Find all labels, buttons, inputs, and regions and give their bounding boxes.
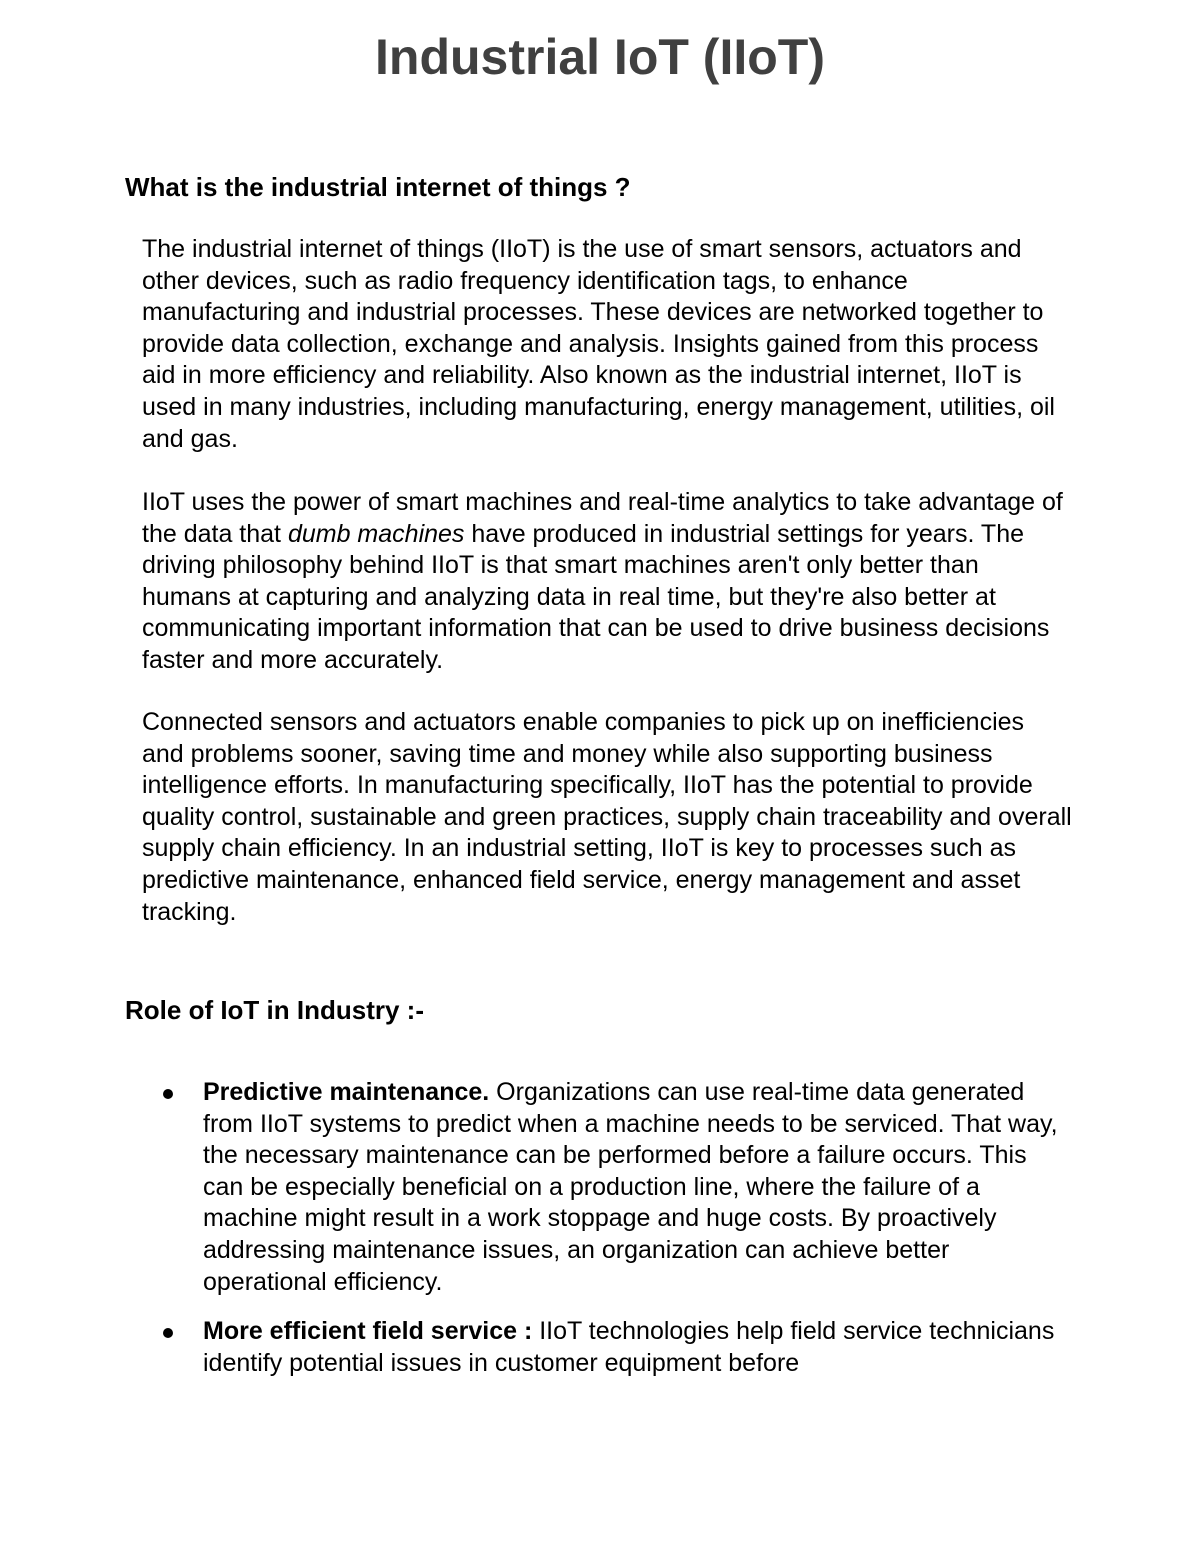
bullet-body: Organizations can use real-time data generated from IIoT systems to predict when a machine needs to be serviced. That way, the necessary maintenance can be performed before a failure occurs. This can be especially beneficial on a production line, where the failure of a machine might result in a work stoppage and huge costs. By proactively addressing maintenance issues, an organization can achieve better operational efficiency. bbox=[203, 1078, 1058, 1296]
paragraph-smart-machines bbox=[142, 487, 1072, 677]
bullet-body: IIoT technologies help field service technicians identify potential issues in customer equipment before bbox=[203, 1317, 1055, 1377]
role-bullet-list bbox=[0, 1077, 1200, 1397]
bullet-lead: More efficient field service : bbox=[203, 1317, 533, 1346]
bullet-icon bbox=[163, 1328, 173, 1338]
document-title: Industrial IoT (IIoT) bbox=[375, 29, 825, 85]
section-heading-what-is-iiot: What is the industrial internet of things ? bbox=[125, 172, 631, 202]
bullet-icon bbox=[163, 1089, 173, 1099]
paragraph-definition: The industrial internet of things (IIoT) is the use of smart sensors, actuators and other devices, such as radio frequency identification tags, to enhance manufacturing and industrial processes. These devices are networked together to provide data collection, exchange and analysis. Insights gained from this process aid in more efficiency and reliability. Also known as the industrial internet, IIoT is used in many industries, including manufacturing, energy management, utilities, oil and gas. bbox=[142, 235, 1055, 453]
paragraph-connected-sensors: Connected sensors and actuators enable companies to pick up on inefficiencies and problems sooner, saving time and money while also supporting business intelligence efforts. In manufacturing specifically, IIoT has the potential to provide quality control, sustainable and green practices, supply chain traceability and overall supply chain efficiency. In an industrial setting, IIoT is key to processes such as predictive maintenance, enhanced field service, energy management and asset tracking. bbox=[142, 708, 1072, 926]
bullet-lead: Predictive maintenance. bbox=[203, 1078, 490, 1106]
bullet-text bbox=[203, 1316, 1073, 1379]
paragraph-text: IIoT uses the power of smart machines and real-time analytics to take advantage of the data that bbox=[142, 488, 1063, 548]
paragraph-text: have produced in industrial settings for years. The driving philosophy behind IIoT is that smart machines aren't only better than humans at capturing and analyzing data in real time, but they're also better at communicating important information that can be used to drive business decisions faster and more accurately. bbox=[142, 519, 1050, 674]
italic-term: dumb machines bbox=[287, 519, 465, 548]
section-heading-role-of-iot: Role of IoT in Industry :- bbox=[125, 995, 424, 1025]
list-item bbox=[0, 1316, 1200, 1379]
list-item bbox=[0, 1077, 1200, 1298]
bullet-text bbox=[203, 1077, 1073, 1298]
